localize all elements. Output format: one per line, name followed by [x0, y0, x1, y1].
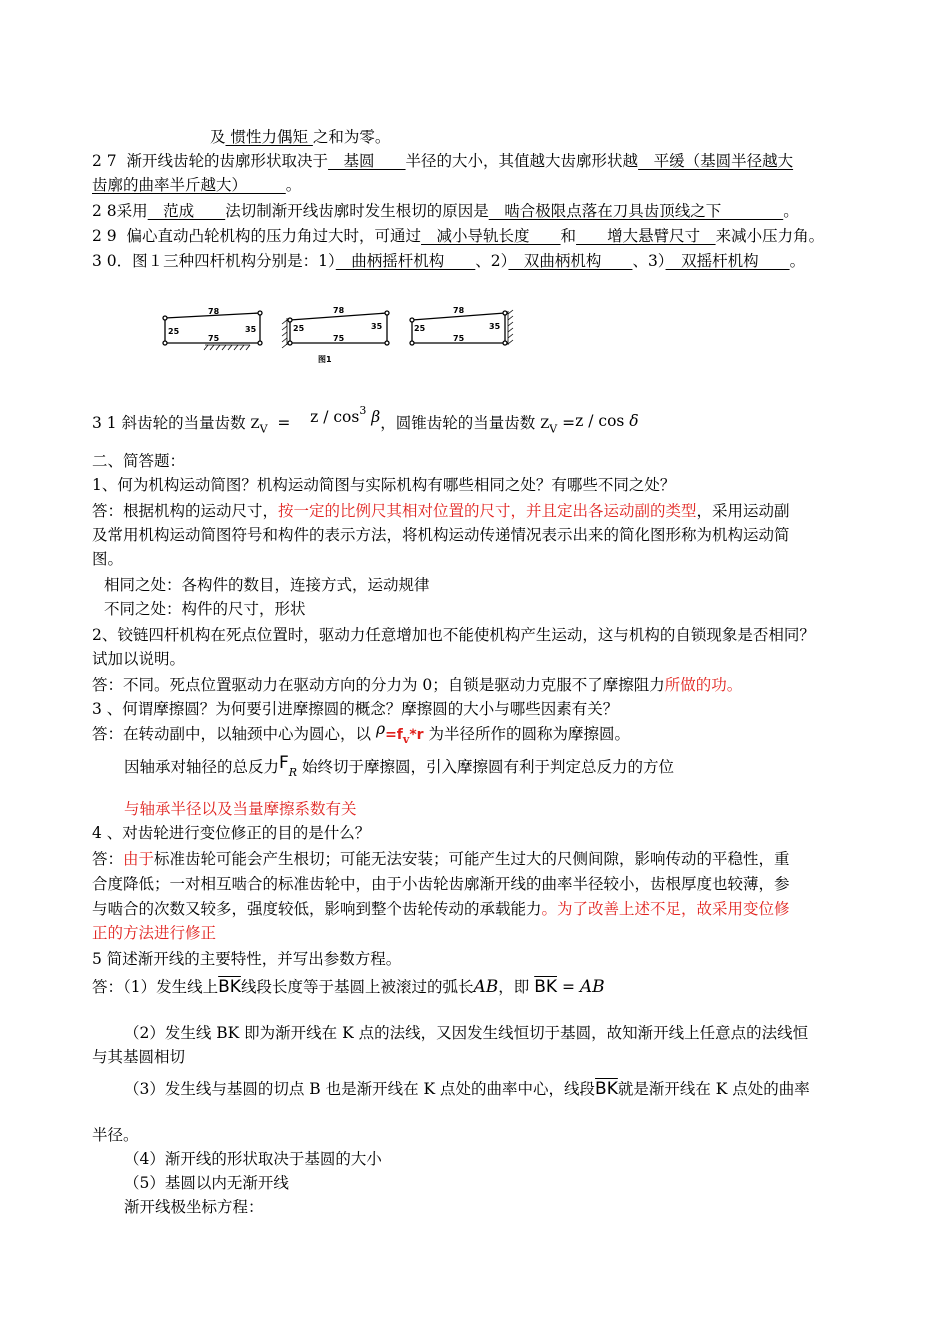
- text: 因轴承对轴径的总反力: [124, 758, 280, 776]
- q4-answer-line2: 合度降低；一对相互啮合的标准齿轮中，由于小齿轮齿廓渐开线的曲率半径较小，齿根厚度也较薄，参: [92, 875, 790, 893]
- subscript: v: [402, 733, 410, 747]
- text: =: [277, 414, 291, 433]
- q2-question-line2: 试加以说明。: [92, 650, 186, 668]
- question-31: [92, 404, 639, 440]
- ab-arc: AB: [579, 977, 605, 997]
- zv-symbol: Z: [250, 417, 260, 433]
- q3-line2: [124, 753, 675, 784]
- zv-subscript: V: [549, 422, 558, 436]
- text: 与啮合的次数又较多，强度较低，影响到整个齿轮传动的承载能力: [92, 900, 542, 918]
- text: 为半径所作的圆称为摩擦圆。: [428, 725, 630, 743]
- subscript: R: [288, 766, 298, 780]
- q5-p3: [124, 1078, 810, 1100]
- link-label: 78: [453, 306, 465, 315]
- exponent: 3: [359, 404, 367, 417]
- bk-segment: $\overline{BK}$: [534, 977, 557, 997]
- q1-same: 相同之处：各构件的数目，连接方式，运动规律: [104, 576, 430, 594]
- link-label: 78: [208, 307, 220, 316]
- text: ，即: [498, 978, 530, 996]
- text: 答：不同。死点位置驱动力在驱动方向的分力为 0；自锁是驱动力克服不了摩擦阻力: [92, 676, 665, 694]
- question-number: 2 8: [92, 202, 117, 220]
- question-number: 3 1: [92, 414, 117, 433]
- question-29: [92, 225, 824, 247]
- question-number: 3 0．: [92, 252, 133, 270]
- answer-blank: 减小导轨长度: [421, 227, 561, 245]
- delta-symbol: δ: [629, 412, 639, 431]
- q5-p2: （2）发生线 BK 即为渐开线在 K 点的法线，又因发生线恒切于基圆，故知渐开线上任意点的法线恒: [124, 1024, 809, 1042]
- question-28: [92, 200, 799, 222]
- text: ，圆锥齿轮的当量齿数: [380, 414, 536, 433]
- figure-caption: 图1: [318, 355, 332, 364]
- q3-answer: [92, 720, 630, 751]
- bk-segment: $\overline{BK}$: [595, 1079, 618, 1099]
- text: 标准齿轮可能会产生根切；可能无法安装；可能产生过大的尺侧间隙，影响传动的平稳性，重: [154, 850, 790, 868]
- highlight-text: 按一定的比例尺其相对位置的尺寸，并且定出各运动副的类型: [278, 502, 697, 520]
- text: 。: [789, 252, 806, 270]
- text: 及: [210, 128, 226, 146]
- text: 、3）: [632, 252, 666, 270]
- link-label: 25: [168, 327, 180, 336]
- highlight-text: =f: [385, 727, 403, 743]
- beta-symbol: β: [371, 408, 381, 427]
- text: 。: [783, 202, 799, 220]
- highlight-text: *r: [409, 727, 424, 743]
- link-label: 75: [208, 334, 220, 343]
- fr-symbol: F: [279, 753, 289, 773]
- text: 法切制渐开线齿廓时发生根切的原因是: [225, 202, 489, 220]
- question-number: 2 7: [92, 152, 117, 170]
- answer-blank: 啮合极限点落在刀具齿顶线之下: [488, 202, 784, 220]
- question-27: [92, 150, 793, 172]
- question-number: 2 9: [92, 227, 117, 245]
- zv-symbol: Z: [540, 417, 550, 433]
- text: 答：根据机构的运动尺寸，: [92, 502, 279, 520]
- text: 来减小压力角。: [715, 227, 825, 245]
- answer-blank: 增大悬臂尺寸: [576, 227, 716, 245]
- q4-answer-line4: 正的方法进行修正: [92, 924, 217, 942]
- link-label: 75: [333, 334, 345, 343]
- answer-blank: 平缓（基圆半径越大: [638, 152, 794, 170]
- q5-p2-line2: 与其基圆相切: [92, 1048, 186, 1066]
- highlight-text: 。为了改善上述不足，故采用变位修: [541, 900, 790, 918]
- text: 图１三种四杆机构分别是：1）: [132, 252, 336, 270]
- q4-answer-line3: [92, 898, 790, 920]
- q1-answer: [92, 500, 790, 522]
- answer-blank: 范成: [147, 202, 226, 220]
- figure-four-bar-mechanisms: [150, 298, 530, 378]
- link-label: 25: [293, 324, 305, 333]
- link-label: 35: [489, 322, 501, 331]
- text: 始终切于摩擦圆，引入摩擦圆有利于判定总反力的方位: [302, 758, 675, 776]
- q1-answer-line2: 及常用机构运动简图符号和构件的表示方法，将机构运动传递情况表示出来的简化图形称为机构运动简: [92, 526, 790, 544]
- text: 和: [560, 227, 577, 245]
- text: =: [561, 978, 575, 996]
- text: 半径的大小，其值越大齿廓形状越: [405, 152, 639, 170]
- answer-blank: 惯性力偶矩: [225, 128, 313, 146]
- answer-blank: 曲柄摇杆机构: [335, 252, 476, 270]
- answer-blank: 双曲柄机构: [508, 252, 633, 270]
- q2-question: 2、铰链四杆机构在死点位置时，驱动力任意增加也不能使机构产生运动，这与机构的自锁现象是否相同？: [92, 626, 815, 644]
- q5-p3-line2: 半径。: [92, 1126, 139, 1144]
- q3-red-line: 与轴承半径以及当量摩擦系数有关: [124, 800, 357, 818]
- link-label: 35: [371, 322, 383, 331]
- text: 之和为零。: [312, 128, 391, 146]
- q1-answer-line3: 图。: [92, 550, 124, 568]
- q5-polar: 渐开线极坐标方程：: [124, 1198, 264, 1216]
- text: 偏心直动凸轮机构的压力角过大时，可通过: [126, 227, 422, 245]
- q2-answer: [92, 674, 742, 696]
- text: 答：在转动副中，以轴颈中心为圆心，以: [92, 725, 372, 743]
- text: 、2）: [475, 252, 509, 270]
- link-label: 78: [333, 306, 345, 315]
- answer-blank: 基圆: [328, 152, 406, 170]
- bk-segment: $\overline{BK}$: [218, 977, 241, 997]
- text: 答：（1）发生线上: [92, 978, 219, 996]
- text: 渐开线齿轮的齿廓形状取决于: [126, 152, 329, 170]
- formula: z / cos: [575, 412, 625, 431]
- text: =: [562, 414, 576, 433]
- text: 答：: [92, 850, 124, 868]
- highlight-text: 由于: [123, 850, 155, 868]
- formula: z / cos: [310, 408, 360, 427]
- text: 线段长度等于基圆上被滚过的弧长: [240, 978, 474, 996]
- q5-p4: （4）渐开线的形状取决于基圆的大小: [124, 1150, 382, 1168]
- text: 斜齿轮的当量齿数: [121, 414, 246, 433]
- link-label: 35: [245, 325, 257, 334]
- text: （3）发生线与基圆的切点 B 也是渐开线在 K 点处的曲率中心，线段: [124, 1080, 596, 1098]
- question-27-cont: [92, 174, 301, 196]
- answer-blank: 双摇杆机构: [665, 252, 790, 270]
- q5-p5: （5）基圆以内无渐开线: [124, 1174, 289, 1192]
- q1-question: 1、何为机构运动简图？机构运动简图与实际机构有哪些相同之处？有哪些不同之处？: [92, 476, 676, 494]
- q4-answer: [92, 848, 790, 870]
- text: ，采用运动副: [696, 502, 790, 520]
- q3-question: 3 、何谓摩擦圆？为何要引进摩擦圆的概念？摩擦圆的大小与哪些因素有关？: [92, 700, 619, 718]
- section-title: 二、简答题：: [92, 452, 186, 470]
- zv-subscript: V: [259, 422, 268, 436]
- text: 。: [285, 176, 302, 194]
- q26-tail: [210, 126, 390, 148]
- text: 采用: [116, 202, 148, 220]
- q5-question: 5 简述渐开线的主要特性，并写出参数方程。: [92, 950, 402, 968]
- q5-p1: [92, 976, 605, 998]
- answer-blank: 齿廓的曲率半斤越大）: [92, 176, 286, 194]
- link-label: 25: [414, 324, 426, 333]
- text: 就是渐开线在 K 点处的曲率: [617, 1080, 810, 1098]
- q4-question: 4 、对齿轮进行变位修正的目的是什么？: [92, 824, 371, 842]
- ab-arc: AB: [473, 977, 499, 997]
- highlight-text: 所做的功。: [664, 676, 743, 694]
- rho-symbol: ρ: [375, 720, 386, 738]
- question-30: [92, 250, 805, 272]
- q1-diff: 不同之处：构件的尺寸，形状: [104, 600, 306, 618]
- link-label: 75: [453, 334, 465, 343]
